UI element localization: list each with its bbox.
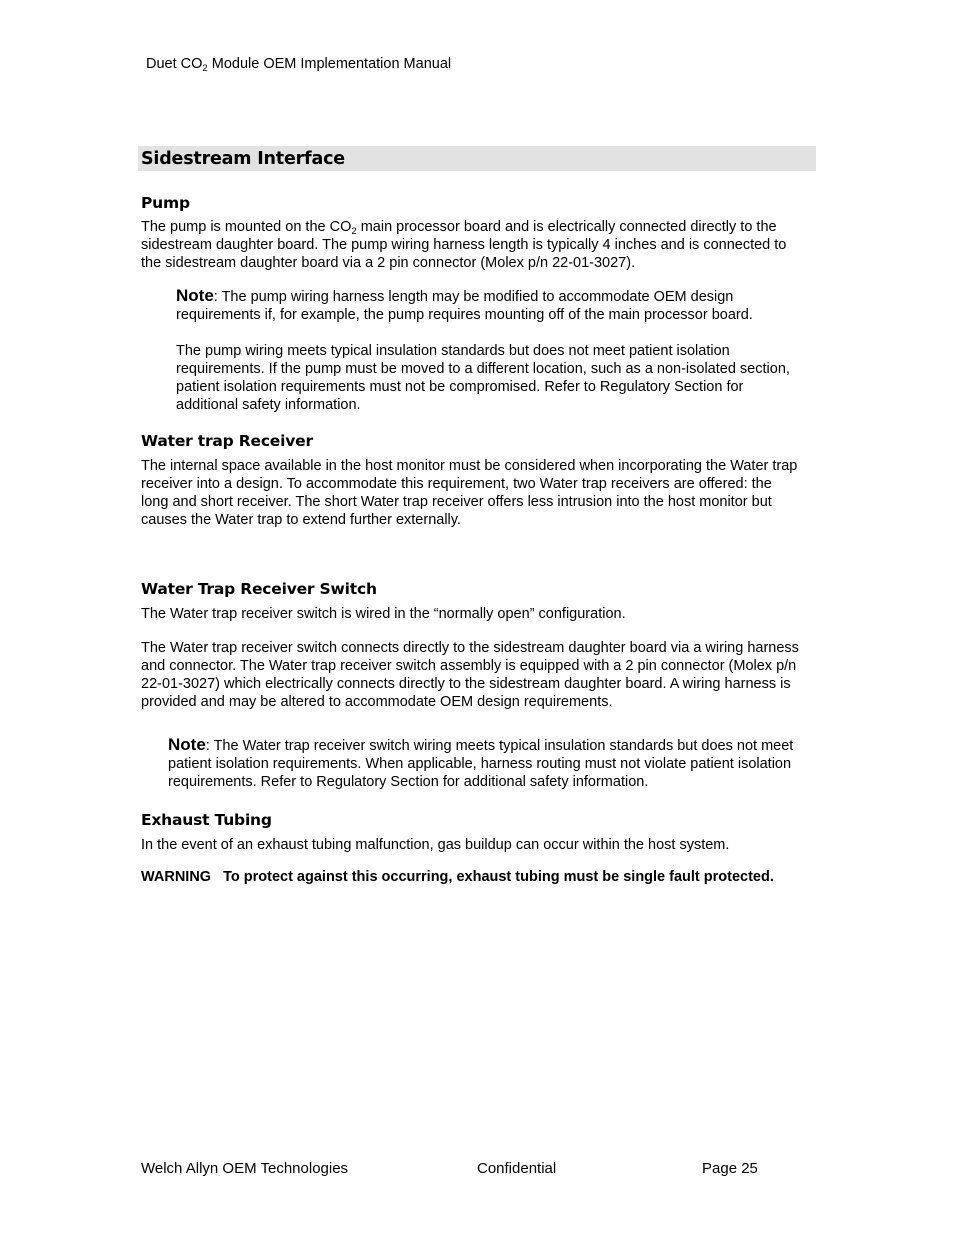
warning-label: WARNING xyxy=(141,869,212,885)
note-label: Note xyxy=(176,286,214,305)
water-trap-switch-note: Note: The Water trap receiver switch wiring meets typical insulation standards but does not meet patient isolation requirements. When applicable, harness routing must not violate patient isolation requirements. Refer to Regulatory Section for additional safety information. xyxy=(168,735,794,790)
exhaust-tubing-paragraph: In the event of an exhaust tubing malfunction, gas buildup can occur within the host system. xyxy=(141,837,730,853)
note-label: Note xyxy=(168,735,206,754)
warning-text: To protect against this occurring, exhaust tubing must be single fault protected. xyxy=(223,869,774,885)
water-trap-switch-paragraph-2: The Water trap receiver switch connects directly to the sidestream daughter board via a wiring harness and connector. The Water trap receiver switch assembly is equipped with a 2 pin connector (Molex p/n 22-01-3027) which electrically connects directly to the sidestream daughter board. A wiring harness is provided and may be altered to accommodate OEM design requirements. xyxy=(141,640,799,710)
footer-page-number: Page 25 xyxy=(702,1160,758,1177)
water-trap-receiver-heading: Water trap Receiver xyxy=(141,432,313,450)
pump-isolation-paragraph: The pump wiring meets typical insulation standards but does not meet patient isolation requirements. If the pump must be moved to a different location, such as a non-isolated section, patient isolation requirements must not be compromised. Refer to Regulatory Section for additional safety information. xyxy=(176,343,790,413)
pump-heading: Pump xyxy=(141,194,190,212)
section-title: Sidestream Interface xyxy=(141,149,345,169)
footer-confidential: Confidential xyxy=(477,1160,557,1177)
pump-note: Note: The pump wiring harness length may be modified to accommodate OEM design requirements if, for example, the pump requires mounting off of the main processor board. xyxy=(176,286,753,323)
water-trap-switch-paragraph-1: The Water trap receiver switch is wired in the “normally open” configuration. xyxy=(141,606,626,622)
pump-paragraph: The pump is mounted on the $CO_2$ main processor board and is electrically connected directly to the sidestream daughter board. The pump wiring harness length is typically 4 inches and is connected to the sidestream daughter board via a 2 pin connector (Molex p/n 22-01-3027). xyxy=(141,219,787,271)
water-trap-receiver-paragraph: The internal space available in the host monitor must be considered when incorporating the Water trap receiver into a design. To accommodate this requirement, two Water trap receivers are offered: the long and short receiver. The short Water trap receiver offers less intrusion into the host monitor but causes the Water trap to extend further externally. xyxy=(141,458,798,528)
footer-company: Welch Allyn OEM Technologies xyxy=(141,1160,349,1177)
exhaust-tubing-heading: Exhaust Tubing xyxy=(141,811,272,829)
water-trap-switch-heading: Water Trap Receiver Switch xyxy=(141,580,377,598)
running-header: Duet $CO_2$ Module OEM Implementation Manual xyxy=(146,56,452,74)
warning-statement xyxy=(141,869,774,885)
